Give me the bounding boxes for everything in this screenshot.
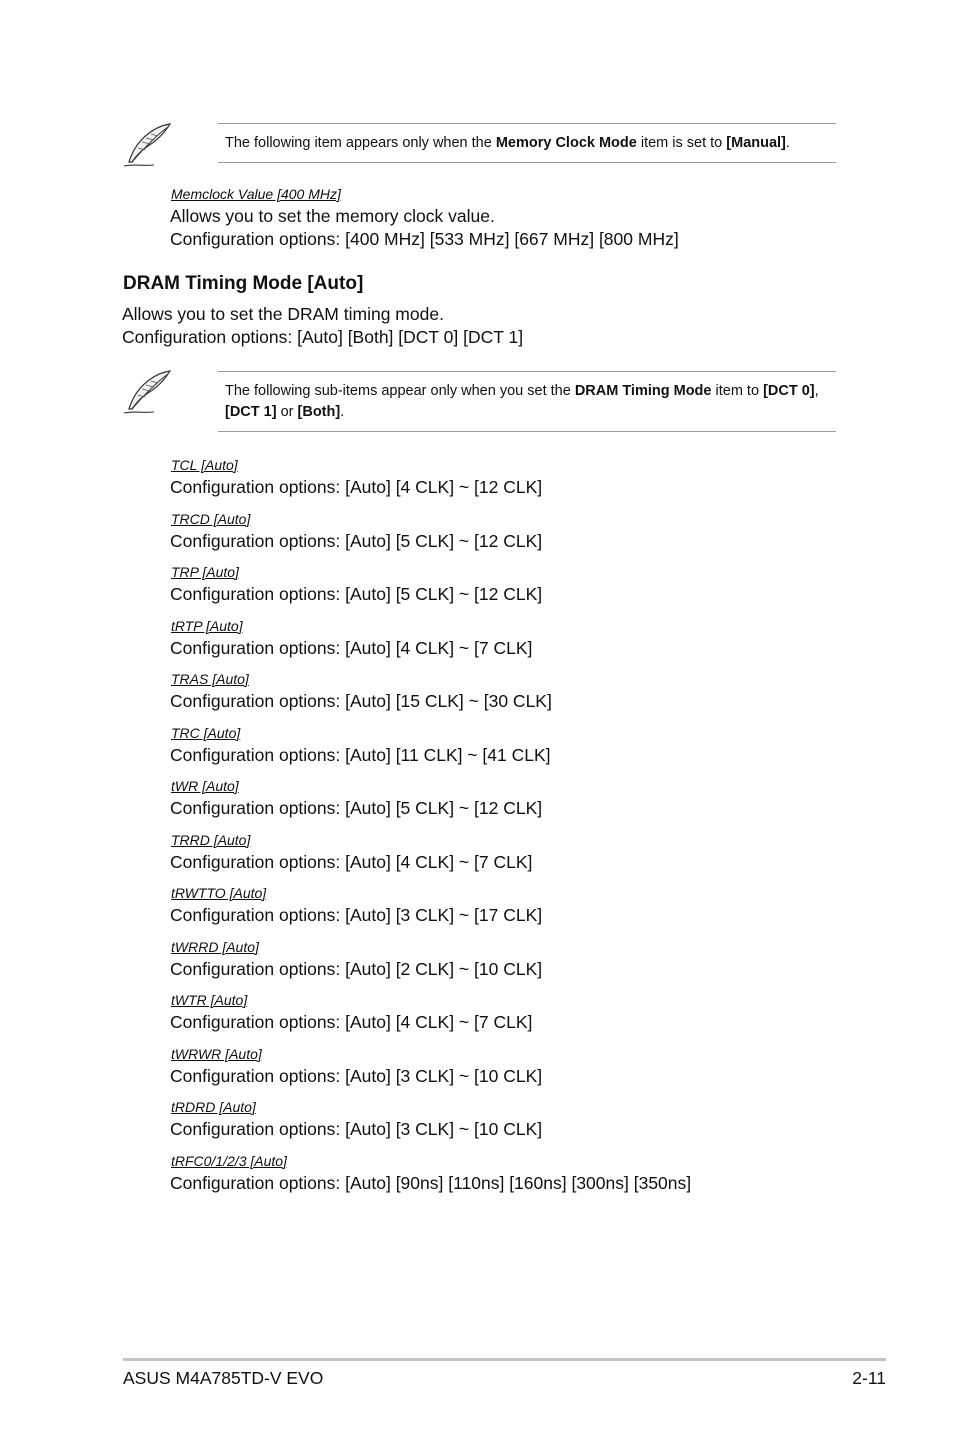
note-bottom-rule	[218, 431, 836, 432]
feather-icon	[120, 120, 176, 170]
subitem-options: Configuration options: [Auto] [4 CLK] ~ [12 CLK]	[170, 477, 543, 497]
note-run: item to	[711, 383, 764, 399]
note-run: or	[276, 404, 298, 420]
subitem-title: TRAS [Auto]	[171, 671, 249, 687]
note-run: .	[340, 404, 345, 420]
note-emphasis: [Manual]	[726, 135, 786, 151]
footer-page-number: 2-11	[852, 1368, 886, 1388]
note-top-rule	[218, 123, 836, 124]
note-run: .	[785, 135, 790, 151]
subitem-title: tRWTTO [Auto]	[171, 885, 267, 901]
subitem-title: tRFC0/1/2/3 [Auto]	[171, 1152, 287, 1169]
subitem-options: Configuration options: [Auto] [4 CLK] ~ [7 CLK]	[170, 637, 533, 658]
note-bottom-rule	[218, 162, 836, 163]
subitem-title: TCL [Auto]	[171, 457, 238, 473]
item-description: Allows you to set the memory clock value.	[170, 206, 495, 226]
subitem-title: tWRWR [Auto]	[171, 1045, 262, 1062]
subitem-title: TRRD [Auto]	[171, 831, 251, 848]
section-description: Allows you to set the DRAM timing mode.	[122, 304, 444, 324]
subitem-options: Configuration options: [Auto] [11 CLK] ~ [41 CLK]	[170, 744, 551, 765]
subitem-title: TRP [Auto]	[171, 564, 239, 580]
section-options: Configuration options: [Auto] [Both] [DCT 0] [DCT 1]	[122, 327, 524, 347]
subitem-options: Configuration options: [Auto] [4 CLK] ~ [7 CLK]	[170, 1012, 533, 1032]
footer-product-name: ASUS M4A785TD-V EVO	[123, 1368, 324, 1388]
note-text	[225, 133, 825, 154]
feather-icon	[120, 367, 176, 417]
subitem-options: Configuration options: [Auto] [2 CLK] ~ [10 CLK]	[170, 958, 543, 979]
subitem-options: Configuration options: [Auto] [4 CLK] ~ [7 CLK]	[170, 851, 533, 872]
subitem-options: Configuration options: [Auto] [15 CLK] ~ [30 CLK]	[170, 691, 552, 711]
note-emphasis: [Both]	[297, 404, 341, 420]
note-run: The following sub-items appear only when you set the	[225, 383, 575, 399]
subitem-options: Configuration options: [Auto] [90ns] [110ns] [160ns] [300ns] [350ns]	[170, 1172, 692, 1193]
subitem-options: Configuration options: [Auto] [5 CLK] ~ [12 CLK]	[170, 584, 543, 604]
footer-rule	[123, 1358, 886, 1361]
item-options: Configuration options: [400 MHz] [533 MHz] [667 MHz] [800 MHz]	[170, 229, 679, 249]
note-run: item is set to	[636, 135, 727, 151]
note-emphasis: DRAM Timing Mode	[574, 383, 712, 399]
note-run: The following item appears only when the	[225, 135, 496, 151]
section-heading: DRAM Timing Mode [Auto]	[123, 273, 364, 294]
subitem-options: Configuration options: [Auto] [5 CLK] ~ [12 CLK]	[170, 530, 543, 551]
item-title-memclock: Memclock Value [400 MHz]	[171, 186, 341, 202]
subitem-options: Configuration options: [Auto] [5 CLK] ~ [12 CLK]	[170, 798, 543, 818]
note-text	[225, 381, 825, 423]
subitem-title: tWRRD [Auto]	[171, 938, 259, 955]
note-emphasis: [DCT 0]	[763, 383, 815, 399]
note-emphasis: [DCT 1]	[225, 404, 277, 420]
subitem-title: tWR [Auto]	[171, 778, 239, 794]
subitem-title: TRC [Auto]	[171, 724, 241, 741]
subitem-title: tRTP [Auto]	[171, 617, 243, 634]
subitem-title: tRDRD [Auto]	[171, 1099, 256, 1115]
note-top-rule	[218, 371, 836, 372]
note-run: ,	[814, 383, 819, 399]
subitem-options: Configuration options: [Auto] [3 CLK] ~ [17 CLK]	[170, 905, 543, 925]
subitem-options: Configuration options: [Auto] [3 CLK] ~ [10 CLK]	[170, 1119, 543, 1139]
note-emphasis: Memory Clock Mode	[495, 135, 637, 151]
subitem-options: Configuration options: [Auto] [3 CLK] ~ [10 CLK]	[170, 1065, 543, 1086]
subitem-title: tWTR [Auto]	[171, 992, 248, 1008]
subitem-title: TRCD [Auto]	[171, 510, 251, 527]
